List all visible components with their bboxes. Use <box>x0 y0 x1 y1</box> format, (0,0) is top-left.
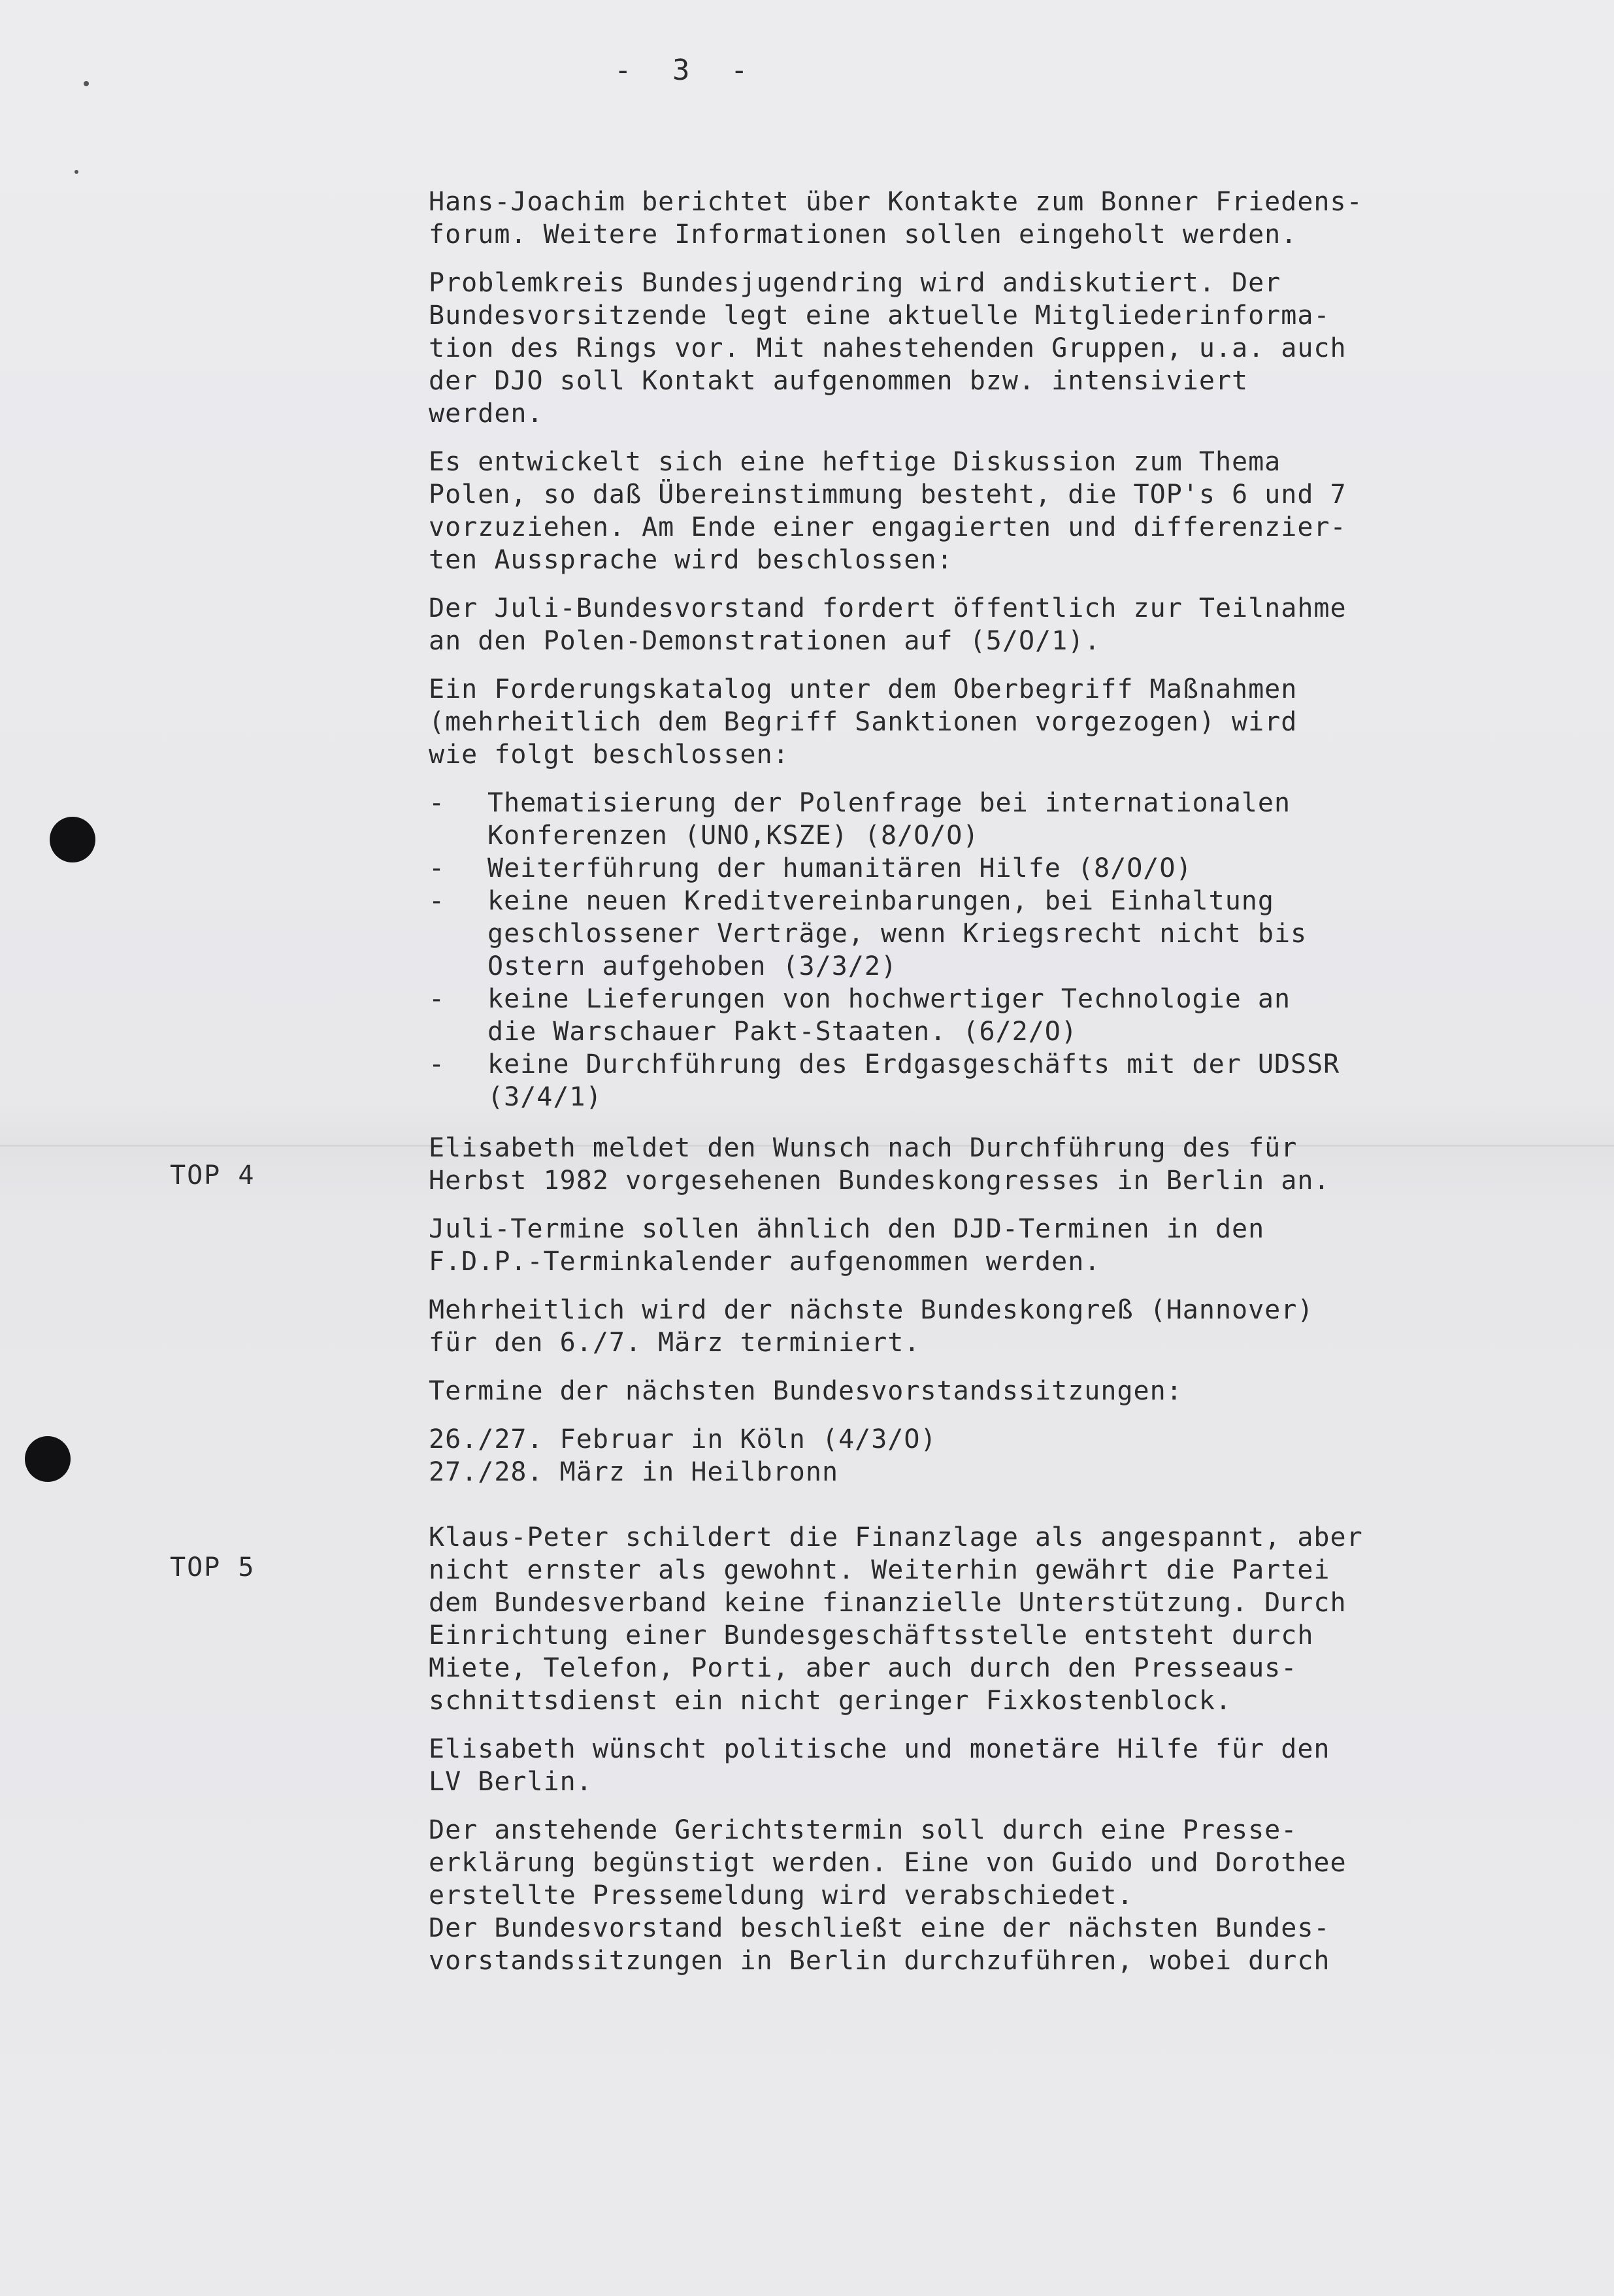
list-item <box>429 885 1566 983</box>
dash-marker: - <box>429 853 446 883</box>
paragraph: Elisabeth wünscht politische und monetäre Hilfe für den LV Berlin. <box>429 1734 1330 1797</box>
measures-list <box>429 787 1566 1113</box>
list-item-text: Thematisierung der Polenfrage bei internationalen Konferenzen (UNO,KSZE) (8/O/O) <box>487 788 1291 851</box>
list-item <box>429 983 1566 1048</box>
paragraph: Ein Forderungskatalog unter dem Oberbegriff Maßnahmen (mehrheitlich dem Begriff Sanktionen vorgezogen) wird wie folgt beschlossen: <box>429 674 1298 770</box>
list-item-text: keine neuen Kreditvereinbarungen, bei Einhaltung geschlossener Verträge, wenn Kriegsrecht nicht bis Ostern aufgehoben (3/3/2) <box>487 886 1308 981</box>
paragraph: Es entwickelt sich eine heftige Diskussion zum Thema Polen, so daß Übereinstimmung besteht, die TOP's 6 und 7 vorzuziehen. Am Ende einer engagierten und differenzier- ten Aussprache wird beschlossen: <box>429 447 1347 575</box>
paragraph: Elisabeth meldet den Wunsch nach Durchführung des für Herbst 1982 vorgesehenen Bundeskongresses in Berlin an. <box>429 1133 1330 1196</box>
dash-marker: - <box>429 984 446 1014</box>
page-number: - 3 - <box>614 54 760 87</box>
paragraph: Hans-Joachim berichtet über Kontakte zum Bonner Friedens- forum. Weitere Informationen sollen eingeholt werden. <box>429 187 1363 250</box>
list-item <box>429 787 1566 852</box>
dash-marker: - <box>429 788 446 818</box>
paper-speck <box>74 170 78 174</box>
list-item-text: Weiterführung der humanitären Hilfe (8/O/O) <box>487 853 1193 883</box>
list-item <box>429 1048 1566 1113</box>
main-text <box>429 186 1566 1993</box>
paper-speck <box>84 81 89 86</box>
top4-label: TOP 4 <box>170 1160 255 1190</box>
list-item-text: keine Lieferungen von hochwertiger Technologie an die Warschauer Pakt-Staaten. (6/2/O) <box>487 984 1291 1047</box>
paragraph: Problemkreis Bundesjugendring wird andiskutiert. Der Bundesvorsitzende legt eine aktuelle Mitgliederinforma- tion des Rings vor. Mit nahestehenden Gruppen, u.a. auch der DJO soll Kontakt aufgenommen bzw. intensiviert werden. <box>429 268 1347 429</box>
paragraph: Der Juli-Bundesvorstand fordert öffentlich zur Teilnahme an den Polen-Demonstrationen auf (5/O/1). <box>429 593 1347 656</box>
dash-marker: - <box>429 1049 446 1079</box>
paragraph: 26./27. Februar in Köln (4/3/O) 27./28. März in Heilbronn <box>429 1424 937 1487</box>
dash-marker: - <box>429 886 446 916</box>
list-item-text: keine Durchführung des Erdgasgeschäfts mit der UDSSR (3/4/1) <box>487 1049 1340 1112</box>
punch-hole-top <box>50 817 95 862</box>
list-item <box>429 852 1566 885</box>
paragraph: Der anstehende Gerichtstermin soll durch eine Presse- erklärung begünstigt werden. Eine von Guido und Dorothee erstellte Pressemeldung wird verabschiedet. Der Bundesvorstand beschließt eine der nächsten Bundes- vorstandssitzungen in Berlin durchzuführen, wobei durch <box>429 1815 1347 1976</box>
punch-hole-bottom <box>25 1436 71 1482</box>
top5-label: TOP 5 <box>170 1552 255 1583</box>
paragraph: Termine der nächsten Bundesvorstandssitzungen: <box>429 1376 1183 1406</box>
paragraph: Klaus-Peter schildert die Finanzlage als angespannt, aber nicht ernster als gewohnt. Weiterhin gewährt die Partei dem Bundesverband keine finanzielle Unterstützung. Durch Einrichtung einer Bundesgeschäftsstelle entsteht durch Miete, Telefon, Porti, aber auch durch den Presseaus- schnittsdienst ein nicht geringer Fixkostenblock. <box>429 1522 1363 1716</box>
paragraph: Mehrheitlich wird der nächste Bundeskongreß (Hannover) für den 6./7. März terminiert. <box>429 1295 1314 1358</box>
paragraph: Juli-Termine sollen ähnlich den DJD-Terminen in den F.D.P.-Terminkalender aufgenommen werden. <box>429 1214 1265 1277</box>
